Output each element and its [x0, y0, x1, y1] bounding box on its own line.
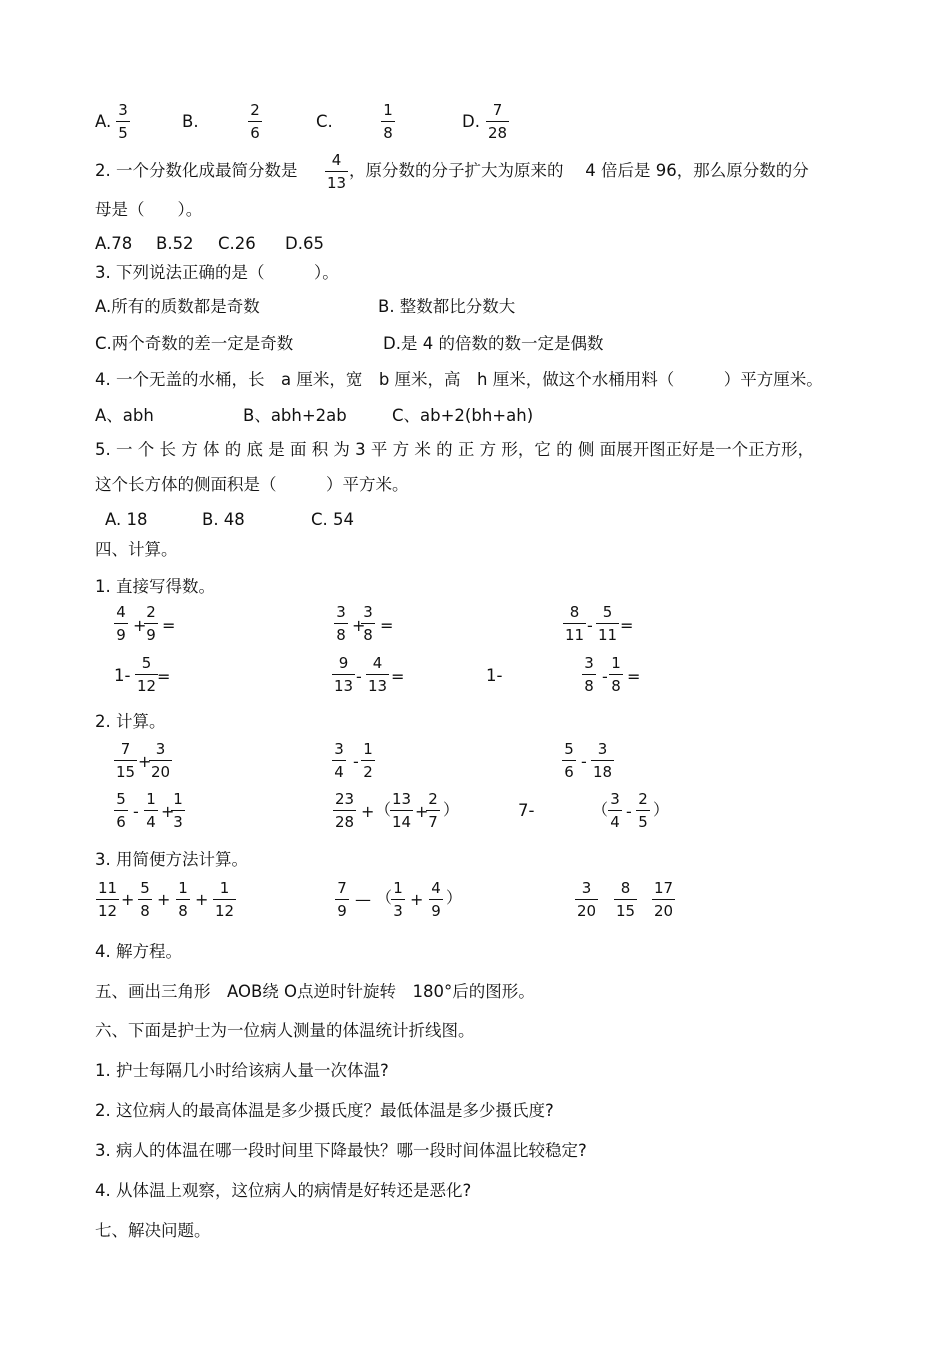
section6-q3: 3. 病人的体温在哪一段时间里下降最快？哪一段时间体温比较稳定?: [95, 1141, 587, 1160]
q5-option-a: A. 18: [105, 510, 148, 529]
q3-option-a: A.所有的质数都是奇数: [95, 297, 260, 316]
q1-option-d-fraction: 7 28: [488, 101, 508, 142]
q3-option-d: D.是 4 的倍数的数一定是偶数: [383, 334, 604, 353]
calc1-r1b-frac2: 3 8: [361, 604, 375, 644]
calc1-r1b-eq: =: [380, 616, 394, 635]
calc3-b-rparen: ）: [446, 888, 463, 907]
section4-title: 四、计算。: [95, 540, 178, 559]
section7-title: 七、解决问题。: [95, 1221, 211, 1240]
section6-q1: 1. 护士每隔几小时给该病人量一次体温?: [95, 1061, 389, 1080]
calc1-r2d-frac2: 1 8: [609, 655, 623, 695]
q5-line2: 这个长方体的侧面积是（ ）平方米。: [95, 475, 409, 494]
calc1-r1b-op: +: [352, 616, 366, 635]
calc2-r2a-frac1: 5 6: [114, 791, 128, 831]
calc1-r2a-pre: 1-: [114, 666, 131, 685]
section4-sub1: 1. 直接写得数。: [95, 577, 215, 596]
calc2-r1b-frac2: 1 2: [361, 741, 375, 781]
calc2-r2b-frac3: 2 7: [426, 791, 440, 831]
calc2-r2b-rparen: ）: [443, 800, 460, 819]
calc3-a-frac1: 11 12: [98, 879, 118, 920]
calc3-c-frac1: 3 20: [577, 879, 597, 920]
calc1-r1c-frac2: 5 11: [598, 603, 618, 644]
calc2-r1a-op: +: [138, 752, 152, 771]
q3-text: 3. 下列说法正确的是（ ）。: [95, 263, 339, 282]
calc2-r2a-op2: +: [161, 802, 175, 821]
calc1-r1b-frac1: 3 8: [334, 604, 348, 644]
section4-sub2: 2. 计算。: [95, 712, 166, 731]
q4-option-a: A、abh: [95, 406, 154, 425]
calc1-r2d-op: -: [602, 667, 608, 686]
calc1-r2b-op: -: [356, 667, 362, 686]
calc3-a-op1: +: [121, 890, 135, 909]
q1-option-d-label: D.: [462, 112, 480, 131]
calc2-r1a-frac1: 7 15: [116, 740, 136, 781]
q2-suffix: ，原分数的分子扩大为原来的 4 倍后是 96，那么原分数的分: [349, 161, 809, 180]
calc3-c-frac3: 17 20: [654, 879, 674, 920]
q2-option-d: D.65: [285, 234, 324, 253]
calc3-b-frac3: 4 9: [429, 880, 443, 920]
q4-option-b: B、abh+2ab: [243, 406, 347, 425]
calc1-r2a-eq: =: [157, 667, 171, 686]
calc2-r2a-frac2: 1 4: [144, 791, 158, 831]
calc3-b-op2: +: [410, 890, 424, 909]
calc2-r2b-lparen: （: [375, 800, 392, 819]
calc2-r2c-lparen: （: [592, 800, 609, 819]
q3-option-b: B. 整数都比分数大: [378, 297, 516, 316]
calc1-r2b-eq: =: [391, 667, 405, 686]
calc2-r2b-op1: +: [361, 802, 375, 821]
section6-title: 六、下面是护士为一位病人测量的体温统计折线图。: [95, 1021, 475, 1040]
q1-option-c-label: C.: [316, 112, 333, 131]
calc2-r2c-op2: -: [626, 802, 632, 821]
section4-sub3: 3. 用简便方法计算。: [95, 850, 248, 869]
q1-option-b-label: B.: [182, 112, 199, 131]
q1-option-b-fraction: 2 6: [248, 102, 262, 142]
calc2-r1c-frac1: 5 6: [562, 741, 576, 781]
calc1-r2d-frac1: 3 8: [582, 655, 596, 695]
q4-text: 4. 一个无盖的水桶，长 a 厘米，宽 b 厘米，高 h 厘米，做这个水桶用料（ ）平方厘米。: [95, 370, 823, 389]
calc1-r2d-eq: =: [627, 667, 641, 686]
q2-line2: 母是（ ）。: [95, 200, 203, 219]
calc3-a-frac3: 1 8: [176, 880, 190, 920]
calc3-a-frac2: 5 8: [138, 880, 152, 920]
q5-option-b: B. 48: [202, 510, 245, 529]
section6-q4: 4. 从体温上观察，这位病人的病情是好转还是恶化?: [95, 1181, 472, 1200]
q4-option-c: C、ab+2(bh+ah): [392, 406, 534, 425]
calc3-b-lparen: （: [376, 888, 393, 907]
calc2-r2c-frac2: 3 4: [608, 791, 622, 831]
calc2-r2a-op1: -: [133, 802, 139, 821]
calc3-b-op1: —: [355, 890, 371, 909]
section4-sub4: 4. 解方程。: [95, 942, 182, 961]
calc2-r2a-frac3: 1 3: [171, 791, 185, 831]
q5-line1: 5. 一 个 长 方 体 的 底 是 面 积 为 3 平 方 米 的 正 方 形，它 的 侧 面展开图正好是一个正方形，: [95, 440, 815, 459]
calc3-a-frac4: 1 12: [215, 879, 235, 920]
calc3-a-op3: +: [195, 890, 209, 909]
q5-option-c: C. 54: [311, 510, 355, 529]
calc3-b-frac2: 1 3: [391, 880, 405, 920]
q2-prefix: 2. 一个分数化成最简分数是: [95, 161, 298, 180]
calc1-r1a-eq: =: [162, 616, 176, 635]
q1-option-c-fraction: 1 8: [381, 102, 395, 142]
calc1-r1c-eq: =: [620, 616, 634, 635]
calc1-r2a-frac: 5 12: [137, 654, 157, 695]
calc2-r2c-rparen: ）: [653, 800, 670, 819]
q2-option-b: B.52: [156, 234, 194, 253]
calc2-r2c-frac3: 2 5: [636, 791, 650, 831]
calc1-r1a-frac2: 2 9: [144, 604, 158, 644]
calc1-r2b-frac2: 4 13: [368, 654, 388, 695]
calc3-b-frac1: 7 9: [335, 880, 349, 920]
calc2-r1b-op: -: [353, 752, 359, 771]
q2-fraction: 4 13: [327, 151, 347, 192]
section5-title: 五、画出三角形 AOB绕 O点逆时针旋转 180°后的图形。: [95, 982, 535, 1001]
section6-q2: 2. 这位病人的最高体温是多少摄氏度？最低体温是多少摄氏度?: [95, 1101, 554, 1120]
calc1-r1c-op: -: [587, 616, 593, 635]
calc1-r1a-frac1: 4 9: [114, 604, 128, 644]
calc3-c-frac2: 8 15: [616, 879, 636, 920]
q3-option-c: C.两个奇数的差一定是奇数: [95, 334, 294, 353]
calc1-r1c-frac1: 8 11: [565, 603, 585, 644]
calc1-r2c-pre: 1-: [486, 666, 503, 685]
calc2-r2b-op2: +: [415, 802, 429, 821]
q1-option-a-label: A.: [95, 112, 112, 131]
calc1-r1a-op: +: [133, 616, 147, 635]
q2-option-a: A.78: [95, 234, 133, 253]
calc2-r2b-frac2: 13 14: [392, 790, 412, 831]
calc2-r1c-op: -: [581, 752, 587, 771]
calc2-r1a-frac2: 3 20: [151, 740, 171, 781]
calc2-r1b-frac1: 3 4: [332, 741, 346, 781]
calc2-r2b-frac1: 23 28: [335, 790, 355, 831]
calc2-r1c-frac2: 3 18: [593, 740, 613, 781]
calc2-r2c-pre: 7-: [518, 801, 535, 820]
calc1-r2b-frac1: 9 13: [334, 654, 354, 695]
q2-option-c: C.26: [218, 234, 256, 253]
calc3-a-op2: +: [157, 890, 171, 909]
q1-option-a-fraction: 3 5: [116, 102, 130, 142]
